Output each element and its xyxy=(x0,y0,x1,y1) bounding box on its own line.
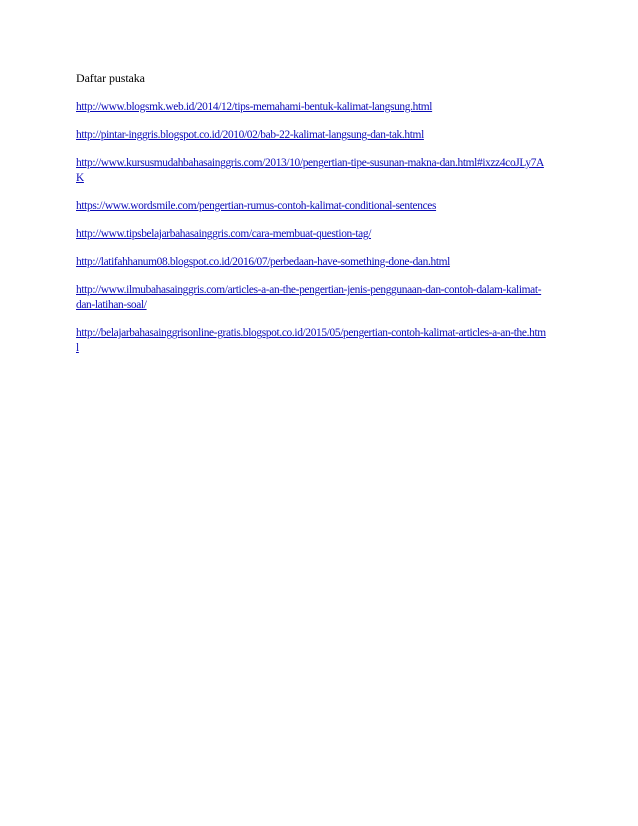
reference-item xyxy=(76,156,546,186)
reference-link[interactable]: http://pintar-inggris.blogspot.co.id/2010/02/bab-22-kalimat-langsung-dan-tak.html xyxy=(76,129,424,141)
reference-item xyxy=(76,283,546,313)
reference-item xyxy=(76,128,546,143)
reference-item xyxy=(76,100,546,115)
reference-list xyxy=(76,100,546,356)
reference-item xyxy=(76,255,546,270)
reference-link[interactable]: http://www.tipsbelajarbahasainggris.com/cara-membuat-question-tag/ xyxy=(76,228,372,240)
reference-link[interactable]: https://www.wordsmile.com/pengertian-rumus-contoh-kalimat-conditional-sentences xyxy=(76,200,437,212)
reference-link[interactable]: http://latifahhanum08.blogspot.co.id/2016/07/perbedaan-have-something-done-dan.html xyxy=(76,256,450,268)
reference-link[interactable]: http://belajarbahasainggrisonline-gratis.blogspot.co.id/2015/05/pengertian-contoh-kalimat-articles-a-an-the.html xyxy=(76,327,546,354)
reference-link[interactable]: http://www.ilmubahasainggris.com/articles-a-an-the-pengertian-jenis-penggunaan-dan-contoh-dalam-kalimat-dan-latihan-soal/ xyxy=(76,284,542,311)
reference-item xyxy=(76,199,546,214)
reference-item xyxy=(76,227,546,242)
page-heading: Daftar pustaka xyxy=(76,71,145,85)
reference-link[interactable]: http://www.blogsmk.web.id/2014/12/tips-memahami-bentuk-kalimat-langsung.html xyxy=(76,101,433,113)
page-content xyxy=(76,70,546,369)
reference-link[interactable]: http://www.kursusmudahbahasainggris.com/2013/10/pengertian-tipe-susunan-makna-dan.html#ixzz4coJLy7AK xyxy=(76,157,544,184)
reference-item xyxy=(76,326,546,356)
